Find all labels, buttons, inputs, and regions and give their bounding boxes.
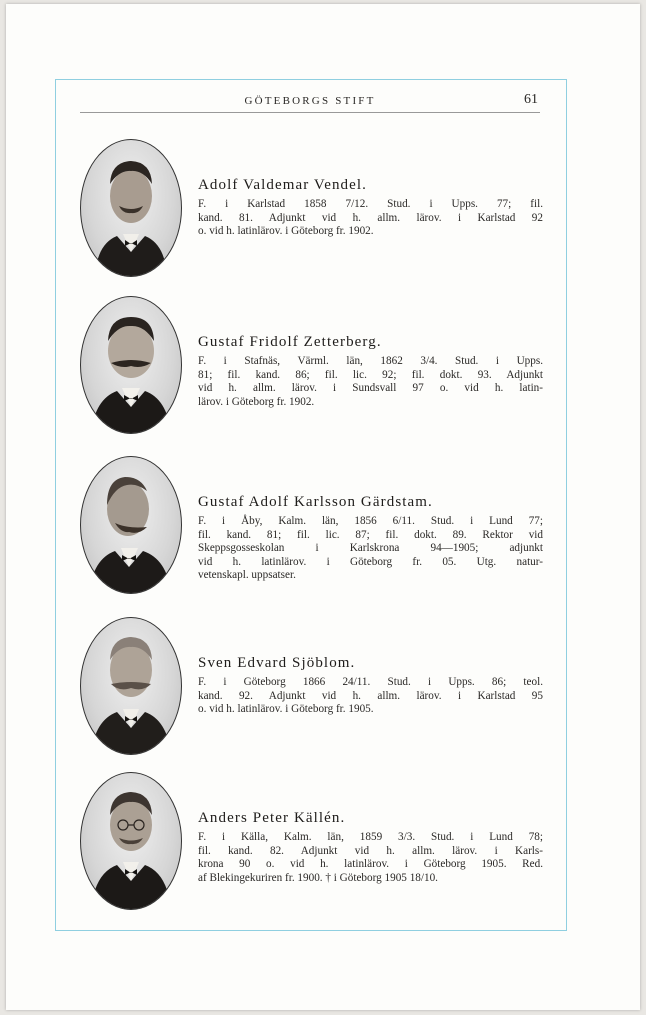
- bio-line: F. i Källa, Kalm. län, 1859 3/3. Stud. i Lund 78;: [198, 831, 543, 843]
- bio-line: F. i Stafnäs, Värml. län, 1862 3/4. Stud. i Upps.: [198, 355, 543, 367]
- running-head-title: GÖTEBORGS STIFT: [244, 95, 376, 107]
- person-name: Anders Peter Källén.: [198, 810, 346, 826]
- biography-text: [198, 355, 543, 409]
- portrait-photo: [80, 296, 182, 434]
- biography-entry: [80, 139, 550, 289]
- biography-text: [198, 198, 543, 239]
- biography-entry: [80, 772, 550, 922]
- bio-line: vetenskapl. uppsatser.: [198, 569, 296, 582]
- person-name: Gustaf Adolf Karlsson Gärdstam.: [198, 494, 433, 510]
- bio-line: vid h. allm. lärov. i Sundsvall 97 o. vid h. latin-: [198, 382, 543, 395]
- bio-line: o. vid h. latinlärov. i Göteborg fr. 1905.: [198, 703, 374, 716]
- bio-line: kand. 92. Adjunkt vid h. allm. lärov. i Karlstad 95: [198, 689, 543, 702]
- portrait-photo: [80, 139, 182, 277]
- portrait-photo: [80, 772, 182, 910]
- portrait-photo: [80, 617, 182, 755]
- portrait-photo: [80, 456, 182, 594]
- person-name: Gustaf Fridolf Zetterberg.: [198, 334, 382, 350]
- bio-line: vid h. latinlärov. i Göteborg fr. 05. Utg. natur-: [198, 555, 543, 568]
- person-name: Sven Edvard Sjöblom.: [198, 655, 356, 671]
- bio-line: F. i Göteborg 1866 24/11. Stud. i Upps. 86; teol.: [198, 676, 543, 688]
- bio-line: Skeppsgosseskolan i Karlskrona 94—1905; adjunkt: [198, 542, 543, 555]
- biography-text: [198, 831, 543, 885]
- person-name: Adolf Valdemar Vendel.: [198, 177, 368, 193]
- biography-text: [198, 515, 543, 583]
- biography-entry: [80, 296, 550, 446]
- bio-line: 81; fil. kand. 86; fil. lic. 92; fil. dokt. 93. Adjunkt: [198, 368, 543, 381]
- bio-line: lärov. i Göteborg fr. 1902.: [198, 395, 315, 408]
- bio-line: F. i Åby, Kalm. län, 1856 6/11. Stud. i Lund 77;: [198, 515, 543, 527]
- biography-entry: [80, 617, 550, 767]
- biography-entry: [80, 456, 550, 606]
- biography-text: [198, 676, 543, 717]
- bio-line: F. i Karlstad 1858 7/12. Stud. i Upps. 77; fil.: [198, 198, 543, 210]
- page-number: 61: [524, 92, 538, 107]
- bio-line: fil. kand. 81; fil. lic. 87; fil. dokt. 89. Rektor vid: [198, 528, 543, 541]
- bio-line: krona 90 o. vid h. latinlärov. i Göteborg 1905. Red.: [198, 858, 543, 871]
- bio-line: o. vid h. latinlärov. i Göteborg fr. 1902.: [198, 225, 374, 238]
- bio-line: af Blekingekuriren fr. 1900. † i Göteborg 1905 18/10.: [198, 871, 438, 884]
- running-head: [80, 92, 540, 113]
- bio-line: fil. kand. 82. Adjunkt vid h. allm. lärov. i Karls-: [198, 844, 543, 857]
- bio-line: kand. 81. Adjunkt vid h. allm. lärov. i Karlstad 92: [198, 211, 543, 224]
